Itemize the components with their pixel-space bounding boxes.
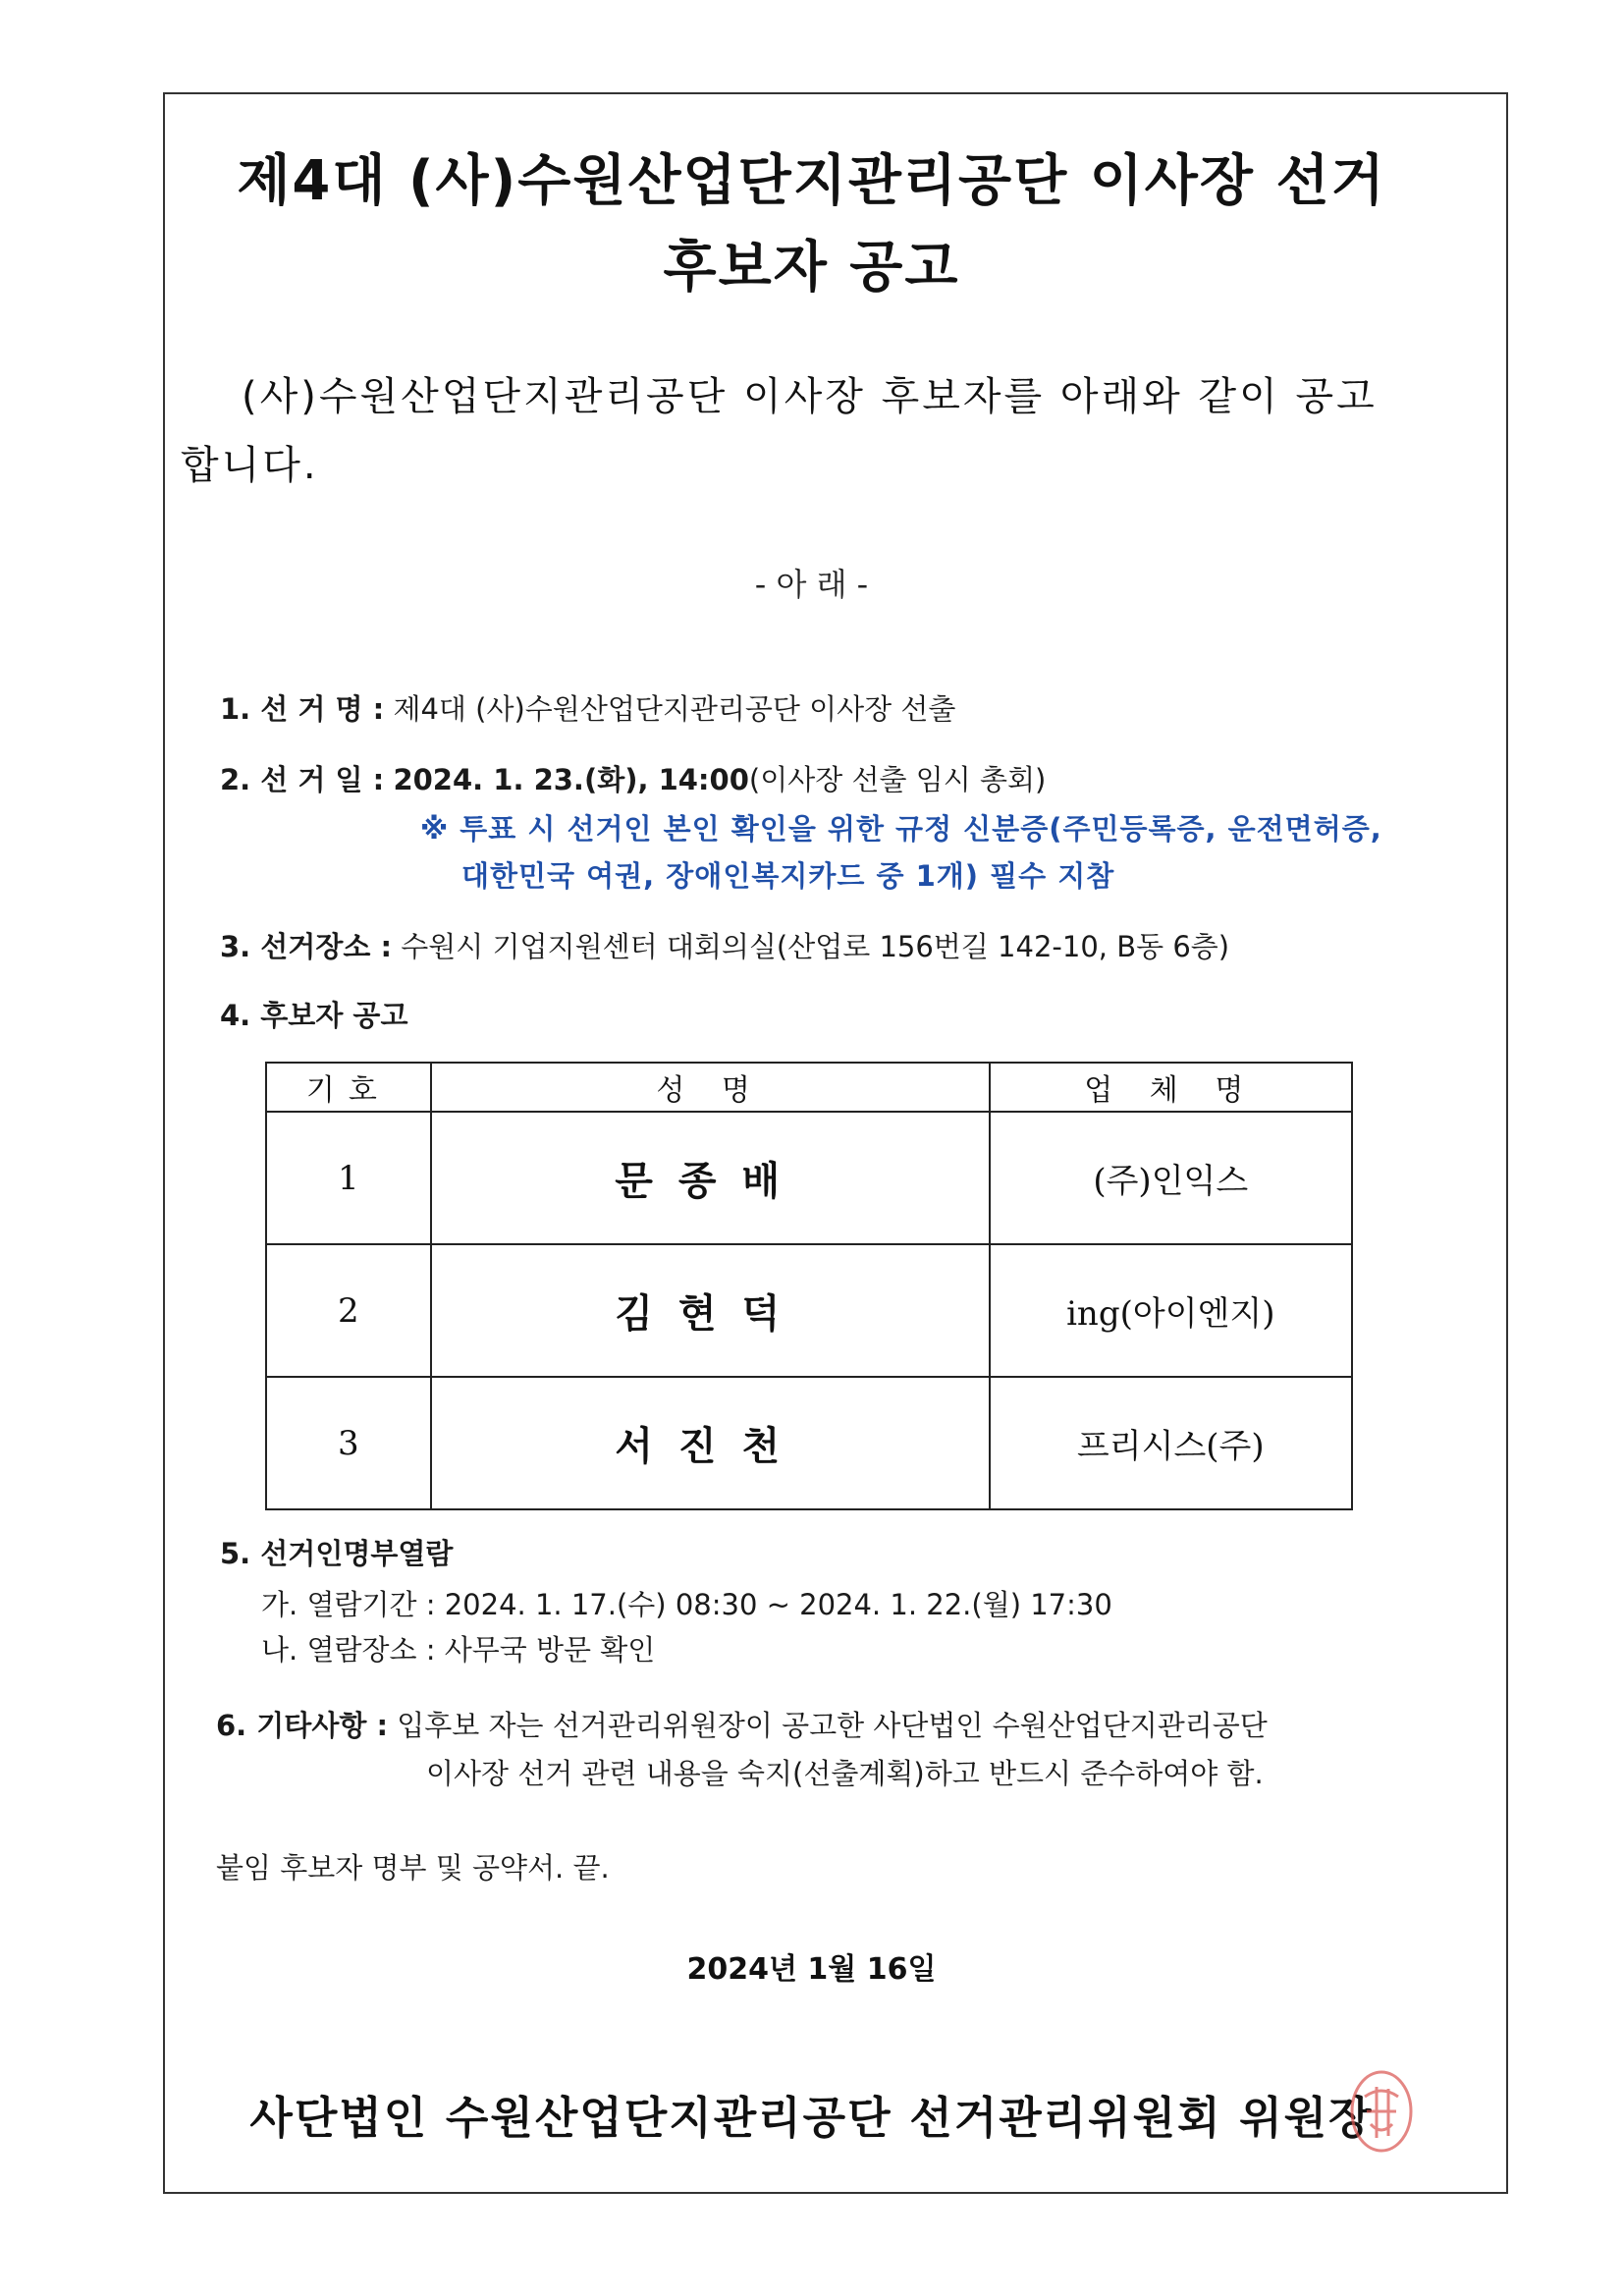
table-row: [266, 1112, 1352, 1244]
etc-row: [216, 1704, 1268, 1744]
election-place-value: 수원시 기업지원센터 대회의실(산업로 156번길 142-10, B동 6층): [401, 930, 1230, 963]
table-row: [266, 1377, 1352, 1509]
table-header-row: [266, 1063, 1352, 1112]
title-line2: 후보자 공고: [663, 236, 960, 300]
candidates-table: [265, 1062, 1353, 1510]
election-date-label: 2. 선 거 일 :: [220, 763, 385, 796]
cell-no: 3: [266, 1377, 431, 1509]
title-line1: 제4대 (사)수원산업단지관리공단 이사장 선거: [237, 149, 1386, 213]
roll-period: 가. 열람기간 : 2024. 1. 17.(수) 08:30 ~ 2024. 1. 22.(월) 17:30: [261, 1588, 1112, 1621]
cell-company: (주)인익스: [990, 1112, 1352, 1244]
etc-line1: 입후보 자는 선거관리위원장이 공고한 사단법인 수원산업단지관리공단: [397, 1709, 1268, 1742]
cell-name: 문종배: [431, 1112, 990, 1244]
cell-company: ing(아이엔지): [990, 1244, 1352, 1377]
id-note-line2: 대한민국 여권, 장애인복지카드 중 1개) 필수 지참: [461, 859, 1115, 893]
cell-no: 2: [266, 1244, 431, 1377]
header-no: 기호: [266, 1063, 431, 1112]
intro-line1: (사)수원산업단지관리공단 이사장 후보자를 아래와 같이 공고: [242, 374, 1378, 419]
election-name-label: 1. 선 거 명 :: [220, 692, 385, 726]
header-company: 업 체 명: [990, 1063, 1352, 1112]
election-date-value: 2024. 1. 23.(화), 14:00: [393, 763, 749, 796]
table-row: [266, 1244, 1352, 1377]
cell-company: 프리시스(주): [990, 1377, 1352, 1509]
cell-no: 1: [266, 1112, 431, 1244]
election-date-row: [220, 758, 1046, 798]
attachment-note: 붙임 후보자 명부 및 공약서. 끝.: [216, 1851, 610, 1885]
header-name: 성 명: [431, 1063, 990, 1112]
id-note-line1: ※ 투표 시 선거인 본인 확인을 위한 규정 신분증(주민등록증, 운전면허증,: [420, 812, 1382, 846]
signature-line: 사단법인 수원산업단지관리공단 선거관리위원회 위원장: [249, 2092, 1374, 2144]
cell-name: 김현덕: [431, 1244, 990, 1377]
voter-roll-heading: [220, 1532, 453, 1572]
candidates-label: 4. 후보자 공고: [220, 999, 408, 1032]
election-name-row: [220, 687, 955, 728]
candidates-heading: [220, 994, 407, 1034]
voter-roll-label: 5. 선거인명부열람: [220, 1537, 454, 1570]
cell-name: 서진천: [431, 1377, 990, 1509]
election-place-row: [220, 925, 1229, 965]
etc-line2: 이사장 선거 관련 내용을 숙지(선출계획)하고 반드시 준수하여야 함.: [426, 1757, 1264, 1790]
election-place-label: 3. 선거장소 :: [220, 930, 393, 963]
roll-place: 나. 열람장소 : 사무국 방문 확인: [261, 1633, 656, 1667]
below-heading: - 아 래 -: [754, 566, 869, 603]
election-date-note: (이사장 선출 임시 총회): [748, 763, 1047, 796]
etc-label: 6. 기타사항 :: [216, 1709, 389, 1742]
election-name-value: 제4대 (사)수원산업단지관리공단 이사장 선출: [393, 692, 956, 726]
official-seal: [1347, 2067, 1416, 2156]
intro-line2: 합니다.: [181, 443, 319, 488]
announcement-date: 2024년 1월 16일: [686, 1952, 937, 1987]
